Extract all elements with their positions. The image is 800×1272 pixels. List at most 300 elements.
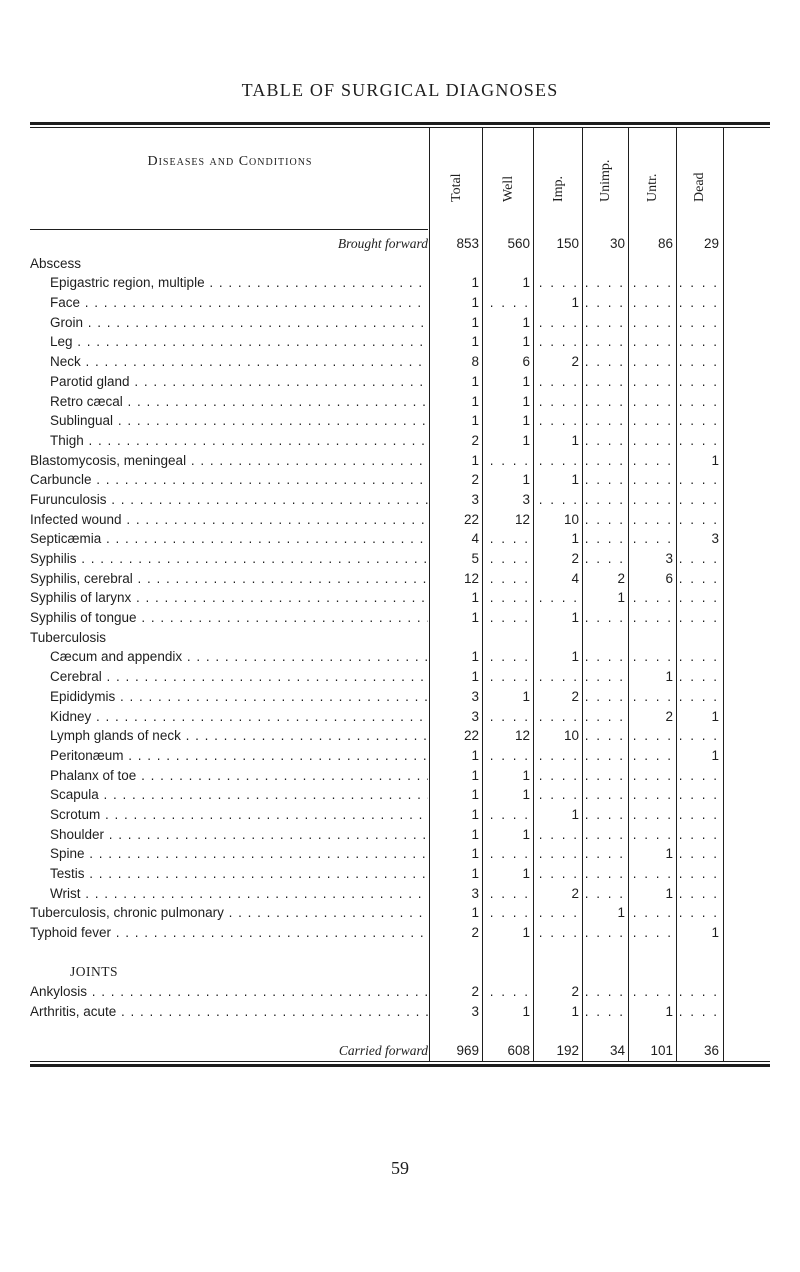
cell-imp: . . . . — [538, 669, 579, 685]
table-row — [30, 352, 770, 372]
cell-well: 1 — [522, 334, 530, 350]
cell-well: . . . . — [489, 984, 530, 1000]
cell-dead: . . . . — [678, 1003, 719, 1019]
column-header-unimp — [583, 128, 629, 234]
bottom-rule-thin — [30, 1061, 770, 1062]
cell-well: 12 — [514, 728, 530, 744]
row-label-text: Parotid gland — [50, 373, 130, 389]
row-label-text: Arthritis, acute — [30, 1003, 117, 1019]
header-underline — [30, 229, 428, 230]
cell-well: 1 — [522, 688, 530, 704]
cell-unimp: 2 — [617, 570, 625, 586]
cell-dead: . . . . — [678, 728, 719, 744]
row-label-text: Scapula — [50, 787, 99, 803]
cell-unimp: . . . . — [584, 432, 625, 448]
cell-untr: . . . . — [632, 275, 673, 291]
row-label — [50, 313, 428, 333]
cell-dead: . . . . — [678, 610, 719, 626]
table-row — [30, 805, 770, 825]
cell-untr: 6 — [665, 570, 673, 586]
row-label — [30, 549, 428, 569]
total-row — [30, 1041, 770, 1061]
row-label — [30, 234, 428, 254]
row-label-text: Wrist — [50, 885, 81, 901]
table-row — [30, 490, 770, 510]
cell-well: 1 — [522, 1003, 530, 1019]
cell-dead: . . . . — [678, 984, 719, 1000]
cell-untr: . . . . — [632, 747, 673, 763]
cell-imp: 1 — [571, 1003, 579, 1019]
row-label-text: Spine — [50, 846, 85, 862]
cell-untr: . . . . — [632, 866, 673, 881]
cell-dead: . . . . — [678, 806, 719, 822]
cell-unimp: . . . . — [584, 511, 625, 527]
cell-unimp: . . . . — [584, 275, 625, 291]
row-label — [50, 687, 428, 707]
row-label — [50, 805, 428, 825]
cell-unimp: . . . . — [584, 373, 625, 389]
table-row — [30, 707, 770, 727]
cell-imp: . . . . — [538, 925, 579, 941]
row-label-text: Carbuncle — [30, 472, 92, 488]
row-label — [50, 273, 428, 293]
column-header-text: Total — [448, 173, 464, 202]
cell-unimp: 34 — [609, 1043, 625, 1059]
table-row — [30, 293, 770, 313]
table-row — [30, 726, 770, 746]
cell-untr: . . . . — [632, 925, 673, 941]
row-label — [30, 254, 428, 274]
cell-unimp: . . . . — [584, 885, 625, 901]
cell-dead: . . . . — [678, 826, 719, 842]
row-label-text: Syphilis of tongue — [30, 610, 137, 626]
row-label — [30, 451, 428, 471]
table-row — [30, 962, 770, 982]
cell-well: . . . . — [489, 590, 530, 606]
cell-total: 1 — [471, 905, 479, 921]
cell-imp: 2 — [571, 551, 579, 566]
cell-dead: . . . . — [678, 905, 719, 921]
cell-total: 3 — [471, 688, 479, 704]
cell-unimp: . . . . — [584, 747, 625, 763]
cell-well: . . . . — [489, 452, 530, 468]
cell-well: 608 — [507, 1043, 530, 1059]
cell-imp: . . . . — [538, 491, 579, 507]
cell-total: 4 — [471, 531, 479, 547]
row-label — [50, 864, 428, 884]
cell-unimp: . . . . — [584, 787, 625, 803]
cell-total: 1 — [471, 649, 479, 665]
cell-unimp: . . . . — [584, 354, 625, 370]
cell-unimp: . . . . — [584, 472, 625, 488]
row-label — [30, 510, 428, 530]
cell-untr: 101 — [650, 1043, 673, 1059]
row-label-text: Ankylosis — [30, 984, 88, 1000]
cell-unimp: . . . . — [584, 708, 625, 724]
column-header-text: Untr. — [645, 173, 660, 202]
cell-untr: . . . . — [632, 393, 673, 409]
cell-unimp: . . . . — [584, 806, 625, 822]
cell-unimp: 30 — [609, 236, 625, 251]
cell-dead: . . . . — [678, 275, 719, 291]
table-row — [30, 844, 770, 864]
spacer-row — [30, 943, 770, 963]
column-header-text: Dead — [692, 172, 707, 202]
cell-imp: . . . . — [538, 590, 579, 606]
table-row — [30, 647, 770, 667]
table-row — [30, 825, 770, 845]
cell-total: 3 — [471, 1003, 479, 1019]
column-header-text: Imp. — [550, 175, 566, 202]
table-body — [30, 234, 770, 1061]
cell-imp: 1 — [571, 649, 579, 665]
table-row — [30, 864, 770, 884]
row-label-text: Brought forward — [337, 236, 428, 251]
cell-untr: 1 — [665, 1003, 673, 1019]
cell-well: 12 — [514, 511, 530, 527]
page-number: 59 — [391, 1158, 409, 1178]
cell-total: 22 — [463, 511, 479, 527]
cell-untr: . . . . — [632, 984, 673, 1000]
row-label-text: Furunculosis — [30, 491, 107, 507]
row-label-text: Abscess — [30, 255, 82, 271]
cell-well: . . . . — [489, 905, 530, 921]
cell-imp: 10 — [563, 511, 579, 527]
cell-total: 12 — [463, 570, 479, 586]
row-label — [30, 608, 428, 628]
cell-dead: . . . . — [678, 866, 719, 881]
table-row — [30, 332, 770, 352]
cell-imp: . . . . — [538, 314, 579, 330]
cell-total: 1 — [471, 275, 479, 291]
row-label-text: Syphilis of larynx — [30, 590, 132, 606]
cell-unimp: . . . . — [584, 984, 625, 1000]
table-row — [30, 588, 770, 608]
cell-untr: 2 — [665, 708, 673, 724]
cell-dead: . . . . — [678, 354, 719, 370]
cell-unimp: . . . . — [584, 334, 625, 350]
cell-unimp: . . . . — [584, 295, 625, 311]
row-label — [50, 293, 428, 313]
cell-imp: . . . . — [538, 846, 579, 862]
row-label-text: Typhoid fever — [30, 925, 112, 941]
cell-imp: . . . . — [538, 373, 579, 389]
cell-imp: . . . . — [538, 334, 579, 350]
cell-dead: 1 — [711, 925, 719, 941]
cell-untr: . . . . — [632, 334, 673, 350]
table-header — [30, 128, 770, 234]
cell-total: 1 — [471, 452, 479, 468]
cell-total: 1 — [471, 669, 479, 685]
cell-total: 1 — [471, 767, 479, 783]
cell-dead: . . . . — [678, 491, 719, 507]
cell-dead: . . . . — [678, 551, 719, 566]
cell-well: 1 — [522, 787, 530, 803]
table-row — [30, 254, 770, 274]
cell-imp: 10 — [563, 728, 579, 744]
table-row — [30, 746, 770, 766]
cell-unimp: 1 — [617, 590, 625, 606]
cell-total: 22 — [463, 728, 479, 744]
cell-imp: 1 — [571, 295, 579, 311]
cell-imp: 2 — [571, 688, 579, 704]
cell-well: . . . . — [489, 570, 530, 586]
cell-unimp: . . . . — [584, 314, 625, 330]
cell-dead: . . . . — [678, 649, 719, 665]
cell-untr: . . . . — [632, 511, 673, 527]
cell-unimp: 1 — [617, 905, 625, 921]
cell-untr: . . . . — [632, 787, 673, 803]
cell-untr: . . . . — [632, 806, 673, 822]
cell-untr: . . . . — [632, 452, 673, 468]
cell-well: 3 — [522, 491, 530, 507]
row-label — [50, 726, 428, 746]
row-label-text: Leg — [50, 334, 73, 350]
cell-imp: . . . . — [538, 767, 579, 783]
row-label-text: Septicæmia — [30, 531, 102, 547]
cell-dead: . . . . — [678, 590, 719, 606]
table-row — [30, 687, 770, 707]
cell-imp: 1 — [571, 432, 579, 448]
cell-total: 1 — [471, 590, 479, 606]
cell-total: 853 — [456, 236, 479, 251]
cell-imp: . . . . — [538, 826, 579, 842]
row-label-text: Syphilis, cerebral — [30, 570, 133, 586]
row-label-text: Sublingual — [50, 413, 114, 429]
row-label-text: Syphilis — [30, 551, 77, 566]
table-row — [30, 766, 770, 786]
row-label — [70, 962, 468, 982]
cell-untr: . . . . — [632, 491, 673, 507]
cell-dead: . . . . — [678, 570, 719, 586]
cell-well: 1 — [522, 432, 530, 448]
table-row — [30, 372, 770, 392]
row-label-text: Cæcum and appendix — [50, 649, 183, 665]
cell-imp: 2 — [571, 354, 579, 370]
cell-imp: . . . . — [538, 866, 579, 881]
cell-dead: . . . . — [678, 787, 719, 803]
row-label-text: Groin — [50, 314, 84, 330]
cell-total: 1 — [471, 295, 479, 311]
cell-unimp: . . . . — [584, 1003, 625, 1019]
cell-imp: . . . . — [538, 393, 579, 409]
cell-total: 2 — [471, 984, 479, 1000]
cell-total: 1 — [471, 826, 479, 842]
cell-imp: 1 — [571, 610, 579, 626]
row-label — [50, 392, 428, 412]
cell-dead: . . . . — [678, 885, 719, 901]
cell-dead: . . . . — [678, 314, 719, 330]
row-label — [30, 982, 428, 1002]
column-header-well — [483, 128, 534, 234]
column-header-text: Unimp. — [598, 159, 613, 202]
cell-dead: . . . . — [678, 413, 719, 429]
cell-well: . . . . — [489, 295, 530, 311]
cell-total: 969 — [456, 1043, 479, 1059]
column-divider — [676, 128, 677, 1061]
row-label — [50, 766, 428, 786]
cell-well: 1 — [522, 314, 530, 330]
cell-untr: . . . . — [632, 354, 673, 370]
row-label-text: Neck — [50, 354, 81, 370]
cell-unimp: . . . . — [584, 452, 625, 468]
cell-untr: . . . . — [632, 610, 673, 626]
cell-untr: . . . . — [632, 432, 673, 448]
row-label-text: Tuberculosis, chronic pulmonary — [30, 905, 224, 921]
row-label — [30, 569, 428, 589]
row-label-text: Scrotum — [50, 806, 101, 822]
table-row — [30, 884, 770, 904]
cell-well: . . . . — [489, 531, 530, 547]
row-label-text: JOINTS — [70, 964, 119, 980]
table-row — [30, 549, 770, 569]
cell-total: 5 — [471, 551, 479, 566]
cell-total: 3 — [471, 491, 479, 507]
table-row — [30, 667, 770, 687]
cell-unimp: . . . . — [584, 413, 625, 429]
cell-well: 1 — [522, 472, 530, 488]
column-header-imp — [534, 128, 583, 234]
cell-total: 1 — [471, 787, 479, 803]
table-row — [30, 411, 770, 431]
table-row — [30, 608, 770, 628]
row-label-text: Testis — [50, 866, 85, 881]
cell-imp: 2 — [571, 984, 579, 1000]
cell-well: . . . . — [489, 747, 530, 763]
row-label — [50, 884, 428, 904]
cell-well: 560 — [507, 236, 530, 251]
cell-total: 1 — [471, 393, 479, 409]
cell-total: 1 — [471, 610, 479, 626]
cell-untr: . . . . — [632, 590, 673, 606]
row-label-text: Epididymis — [50, 688, 116, 704]
cell-unimp: . . . . — [584, 531, 625, 547]
cell-unimp: . . . . — [584, 393, 625, 409]
row-label-text: Infected wound — [30, 511, 122, 527]
cell-dead: 1 — [711, 708, 719, 724]
cell-dead: 1 — [711, 452, 719, 468]
cell-untr: . . . . — [632, 767, 673, 783]
cell-untr: 1 — [665, 846, 673, 862]
row-label — [50, 332, 428, 352]
cell-untr: 1 — [665, 885, 673, 901]
cell-well: 1 — [522, 826, 530, 842]
column-divider — [723, 128, 724, 1061]
cell-unimp: . . . . — [584, 610, 625, 626]
cell-untr: . . . . — [632, 728, 673, 744]
row-label — [50, 844, 428, 864]
cell-unimp: . . . . — [584, 866, 625, 881]
cell-well: . . . . — [489, 669, 530, 685]
diagnoses-table — [30, 122, 770, 1067]
cell-well: 1 — [522, 413, 530, 429]
diseases-column-header: Diseases and Conditions — [147, 154, 313, 169]
row-label — [30, 588, 428, 608]
cell-unimp: . . . . — [584, 826, 625, 842]
cell-total: 8 — [471, 354, 479, 370]
table-row — [30, 982, 770, 1002]
row-label-text: Tuberculosis — [30, 629, 107, 645]
cell-well: . . . . — [489, 806, 530, 822]
row-label — [30, 1041, 428, 1061]
cell-imp: 4 — [571, 570, 579, 586]
row-label-text: Carried forward — [338, 1043, 428, 1059]
cell-dead: . . . . — [678, 846, 719, 862]
cell-dead: . . . . — [678, 767, 719, 783]
cell-imp: . . . . — [538, 413, 579, 429]
cell-total: 2 — [471, 925, 479, 941]
cell-untr: . . . . — [632, 531, 673, 547]
row-label-text: Face — [50, 295, 81, 311]
row-label-text: Phalanx of toe — [50, 767, 137, 783]
row-label-text: Peritonæum — [50, 747, 124, 763]
cell-imp: . . . . — [538, 747, 579, 763]
column-header-untr — [629, 128, 677, 234]
row-label — [30, 470, 428, 490]
cell-imp: . . . . — [538, 452, 579, 468]
cell-dead: 1 — [711, 747, 719, 763]
row-label-text: Shoulder — [50, 826, 105, 842]
table-row — [30, 431, 770, 451]
row-label — [30, 490, 428, 510]
cell-dead: . . . . — [678, 511, 719, 527]
cell-imp: . . . . — [538, 275, 579, 291]
table-row — [30, 510, 770, 530]
cell-imp: 1 — [571, 472, 579, 488]
row-label — [50, 352, 428, 372]
cell-total: 2 — [471, 432, 479, 448]
column-divider — [582, 128, 583, 1061]
cell-dead: 3 — [711, 531, 719, 547]
row-label — [30, 923, 428, 943]
cell-dead: . . . . — [678, 669, 719, 685]
cell-unimp: . . . . — [584, 551, 625, 566]
cell-unimp: . . . . — [584, 669, 625, 685]
cell-unimp: . . . . — [584, 846, 625, 862]
cell-well: . . . . — [489, 708, 530, 724]
row-label — [50, 825, 428, 845]
row-label — [50, 746, 428, 766]
table-row — [30, 923, 770, 943]
cell-untr: . . . . — [632, 649, 673, 665]
row-label — [30, 1002, 428, 1022]
cell-untr: . . . . — [632, 472, 673, 488]
total-row — [30, 234, 770, 254]
cell-well: . . . . — [489, 649, 530, 665]
cell-dead: . . . . — [678, 472, 719, 488]
row-label — [30, 628, 428, 648]
cell-dead: . . . . — [678, 334, 719, 350]
cell-untr: . . . . — [632, 413, 673, 429]
spacer-row — [30, 1022, 770, 1042]
cell-imp: 2 — [571, 885, 579, 901]
cell-well: . . . . — [489, 551, 530, 566]
cell-dead: . . . . — [678, 295, 719, 311]
row-label-text: Cerebral — [50, 669, 102, 685]
bottom-rule-thick — [30, 1064, 770, 1067]
column-divider — [429, 128, 430, 1061]
cell-dead: . . . . — [678, 393, 719, 409]
cell-well: 1 — [522, 275, 530, 291]
table-row — [30, 785, 770, 805]
cell-unimp: . . . . — [584, 688, 625, 704]
table-row — [30, 569, 770, 589]
cell-dead: . . . . — [678, 688, 719, 704]
column-header-total — [430, 128, 483, 234]
cell-well: 1 — [522, 767, 530, 783]
row-label-text: Blastomycosis, meningeal — [30, 452, 187, 468]
cell-total: 2 — [471, 472, 479, 488]
